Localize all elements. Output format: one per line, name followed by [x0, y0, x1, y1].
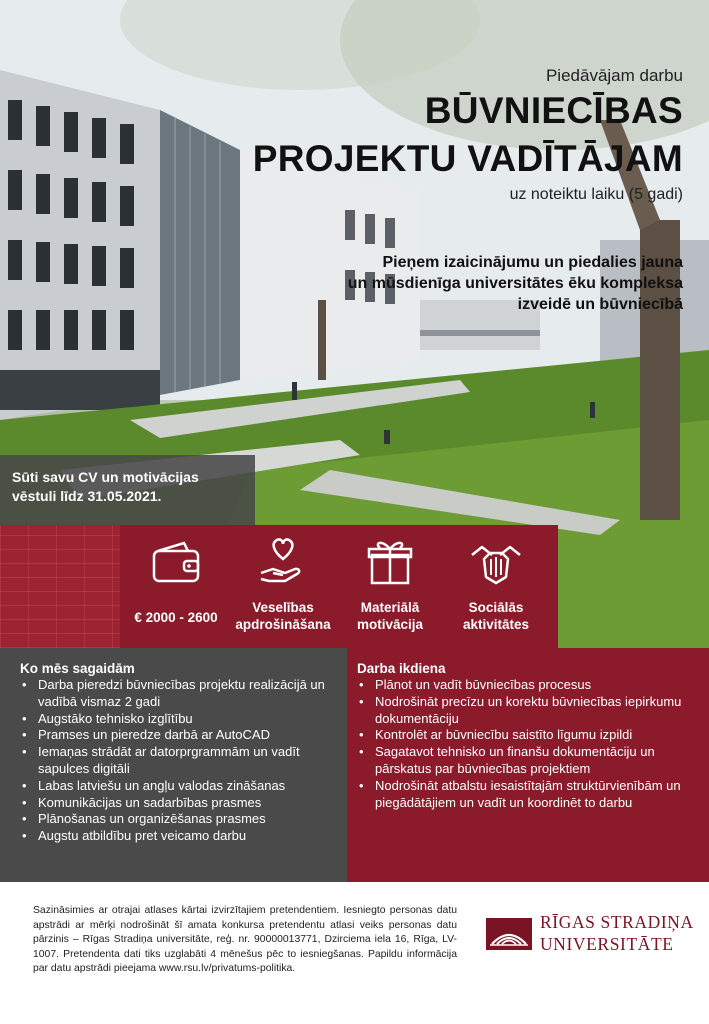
requirement-item: • Augstāko tehnisko izglītību — [20, 711, 337, 728]
rsu-logo — [484, 912, 694, 960]
challenge-line3: izveidē un būvniecībā — [517, 296, 683, 313]
benefit-material-line2: motivācija — [356, 617, 424, 632]
daily-task-item: • Nodrošināt atbalstu iesaistītajām struktūrvienībām un piegādātājiem un vadīt un koordinēt to darbu — [357, 778, 701, 812]
requirement-item: • Darba pieredzi būvniecības projektu realizācijā un vadībā vismaz 2 gadi — [20, 677, 337, 711]
privacy-notice: Sazināsimies ar otrajai atlases kārtai izvirzītajiem pretendentiem. Iesniegto personas datu apstrādi ar mērķi nodrošināt šī amata konkursa pretendentu atlasi veiks personas datu pārzinis – Rīgas Stradiņa universitāte, reģ. nr. 90000013771, Dzirciema iela 16, Rīga, LV-1007. Pretendenta dati tiks uzglabāti 4 mēnešus pēc to iesniegšanas. Papildu informācija par datu apstrādi pieejama www.rsu.lv/privatums-politika. — [33, 905, 457, 975]
heart-hand-icon — [255, 535, 311, 589]
wallet-icon — [148, 535, 204, 589]
contract-period: uz noteiktu laiku (5 gadi) — [509, 186, 683, 203]
benefit-health-insurance — [233, 525, 333, 648]
challenge-text — [348, 252, 683, 315]
challenge-line2: un mūsdienīga universitātes ēku kompleksa — [347, 275, 683, 292]
requirements-heading: Ko mēs sagaidām — [20, 661, 135, 676]
daily-tasks-heading: Darba ikdiena — [357, 661, 446, 676]
gift-icon — [362, 535, 418, 589]
benefit-social-line1: Sociālās — [468, 600, 524, 615]
benefit-health-line2: apdrošināšana — [235, 617, 331, 632]
logo-name-line2: UNIVERSITĀTE — [540, 934, 674, 954]
requirement-item: • Komunikācijas un sadarbības prasmes — [20, 795, 337, 812]
benefits-bar — [120, 525, 558, 648]
requirement-item: • Augstu atbildību pret veicamo darbu — [20, 828, 337, 845]
benefit-health-label — [233, 599, 333, 633]
brick-texture-panel — [0, 525, 120, 648]
rsu-emblem-icon — [484, 914, 534, 954]
job-title-line2: PROJEKTU VADĪTĀJAM — [252, 138, 683, 179]
daily-tasks-list — [357, 677, 701, 811]
requirement-item: • Iemaņas strādāt ar datorprgrammām un vadīt sapulces digitāli — [20, 744, 337, 778]
daily-task-item: • Kontrolēt ar būvniecību saistīto līgumu izpildi — [357, 727, 701, 744]
benefit-social-label — [446, 599, 546, 633]
cv-deadline-note — [0, 455, 255, 525]
benefit-social-line2: aktivitātes — [462, 617, 530, 632]
daily-task-item: • Sagatavot tehnisko un finanšu dokumentāciju un pārskatus par būvniecības projektiem — [357, 744, 701, 778]
daily-task-item: • Nodrošināt precīzu un korektu būvniecības iepirkumu dokumentāciju — [357, 694, 701, 728]
requirements-panel — [0, 648, 347, 882]
hands-together-icon — [468, 535, 524, 589]
challenge-line1: Pieņem izaicinājumu un piedalies jauna — [382, 254, 683, 271]
benefit-salary-label: € 2000 - 2600 — [134, 610, 218, 625]
benefit-material-label — [340, 599, 440, 633]
requirements-list — [20, 677, 337, 845]
benefit-social-activities — [446, 525, 546, 648]
cv-note-line2: vēstuli līdz 31.05.2021. — [12, 488, 162, 504]
job-offer-heading — [253, 66, 683, 204]
daily-tasks-panel — [347, 648, 709, 882]
requirement-item: • Labas latviešu un angļu valodas zināšanas — [20, 778, 337, 795]
benefit-material-line1: Materiālā — [360, 600, 420, 615]
logo-name-line1: RĪGAS STRADIŅA — [540, 912, 694, 932]
benefit-health-line1: Veselības — [252, 600, 314, 615]
offer-intro: Piedāvājam darbu — [545, 66, 683, 85]
requirement-item: • Pramses un pieredze darbā ar AutoCAD — [20, 727, 337, 744]
daily-task-item: • Plānot un vadīt būvniecības procesus — [357, 677, 701, 694]
requirement-item: • Plānošanas un organizēšanas prasmes — [20, 811, 337, 828]
job-title-line1: BŪVNIECĪBAS — [424, 90, 683, 131]
benefit-salary — [126, 525, 226, 648]
benefit-material-motivation — [340, 525, 440, 648]
cv-note-line1: Sūti savu CV un motivācijas — [12, 469, 199, 485]
